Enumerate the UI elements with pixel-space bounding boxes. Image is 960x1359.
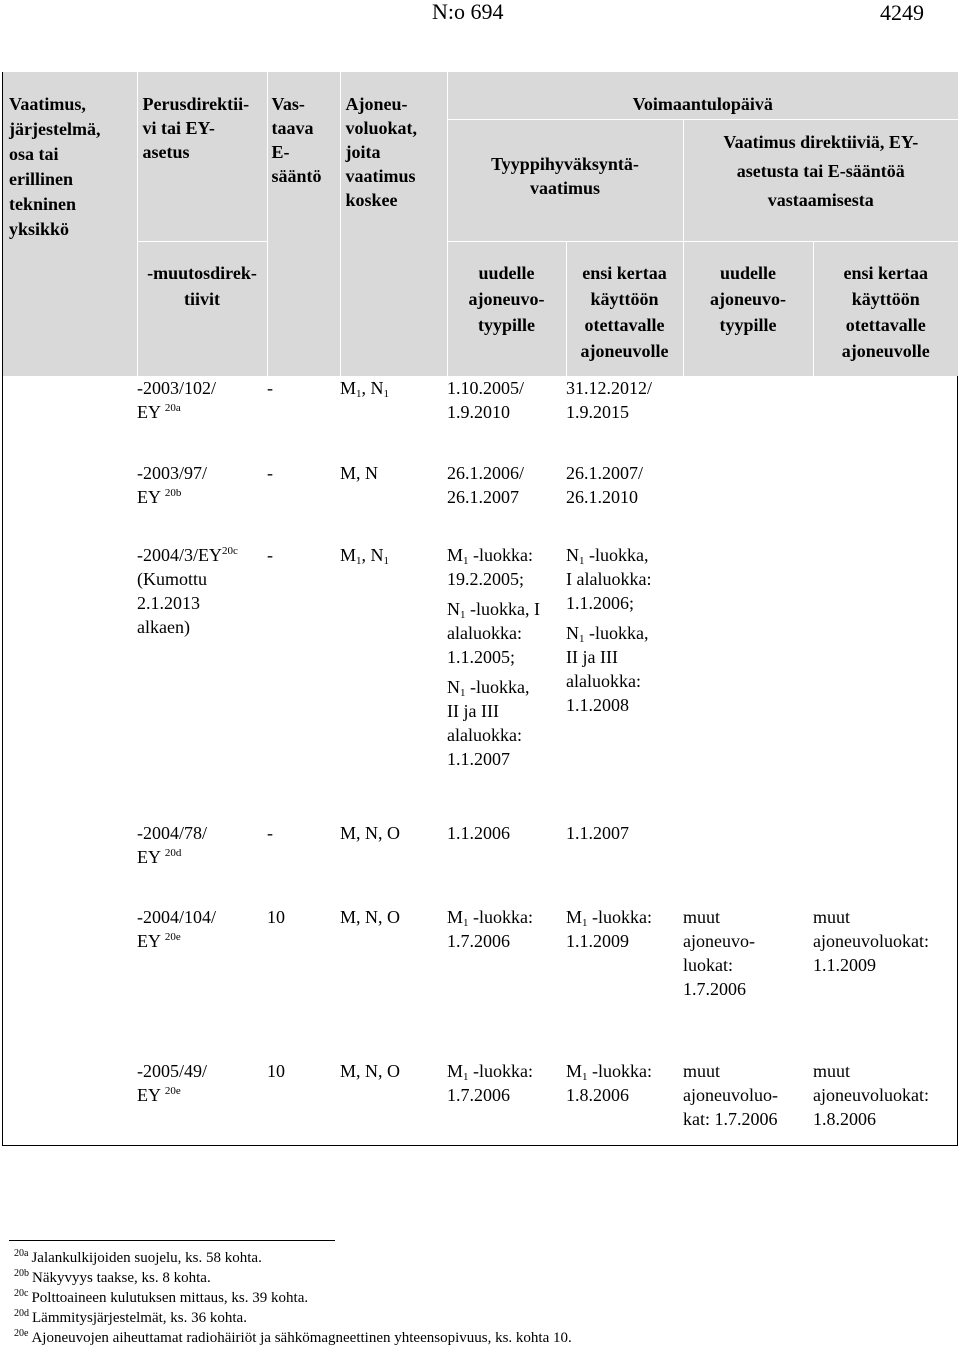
directive-code: -2003/97/ EY $^{20b}$ (137, 463, 207, 507)
date-first-use: 26.1.2007/ 26.1.2010 (566, 463, 644, 507)
e-regulation-value: - (267, 378, 273, 398)
e-regulation-value: - (267, 545, 273, 565)
header-base-directive: Perusdirektii- vi tai EY- asetus (137, 72, 267, 241)
compliance-first-use: muut ajoneuvoluokat: 1.1.2009 (813, 907, 929, 975)
header-first-use-2: ensi kertaa käyttöön otettavalle ajoneuvolle (813, 241, 958, 376)
e-regulation-value: 10 (267, 907, 285, 927)
vehicle-classes-value: M, N (340, 463, 379, 483)
footnote-separator (9, 1240, 335, 1241)
date-new-type: 1.1.2006 (447, 823, 510, 843)
table-row (3, 905, 958, 1059)
header-vehicle-classes: Ajoneu- voluokat, joita vaatimus koskee (340, 72, 447, 376)
compliance-first-use: muut ajoneuvoluokat: 1.8.2006 (813, 1061, 929, 1129)
header-entry-into-force: Voimaantulopäivä (447, 72, 958, 119)
header-e-regulation: Vas- taava E- sääntö (267, 72, 340, 376)
date-new-type: $M_1$ -luokka: 1.7.2006 (447, 1061, 534, 1105)
footnote: $^{20e}$ Ajoneuvojen aiheuttamat radiohäiriöt ja sähkömagneettinen yhteensopivuus, ks. kohta 10. (14, 1328, 572, 1346)
header-requirement: Vaatimus, järjestelmä, osa tai erillinen tekninen yksikkö (3, 72, 137, 376)
directive-code: -2004/104/ EY $^{20e}$ (137, 907, 216, 951)
header-new-type-1: uudelle ajoneuvo- tyypille (447, 241, 566, 376)
compliance-new-type: muut ajoneuvo- luokat: 1.7.2006 (683, 907, 755, 999)
footnote: $^{20a}$ Jalankulkijoiden suojelu, ks. 58 kohta. (14, 1248, 262, 1266)
table-row (3, 821, 958, 905)
header-amending-directives: -muutosdirek- tiivit (137, 241, 267, 376)
date-first-use: 1.1.2007 (566, 823, 629, 843)
header-first-use-1: ensi kertaa käyttöön otettavalle ajoneuvolle (566, 241, 683, 376)
vehicle-classes-value: M, N, O (340, 1061, 401, 1081)
header-row-3 (3, 241, 958, 376)
page-number: 4249 (880, 0, 924, 25)
page-header-left: N:o 694 (432, 0, 504, 24)
compliance-new-type: muut ajoneuvoluo- kat: 1.7.2006 (683, 1061, 778, 1129)
header-type-approval: Tyyppihyväksyntä- vaatimus (447, 119, 683, 241)
footnote: $^{20c}$ Polttoaineen kulutuksen mittaus, ks. 39 kohta. (14, 1288, 309, 1306)
directive-code: $-2004/3/EY^{20c}$ (Kumottu 2.1.2013 alkaen) (137, 545, 238, 637)
date-new-type: 26.1.2006/ 26.1.2007 (447, 463, 525, 507)
vehicle-classes-value: M, N, O (340, 823, 401, 843)
table-row (3, 1059, 958, 1154)
header-compliance: Vaatimus direktiiviä, EY- asetusta tai E-sääntöä vastaamisesta (683, 119, 958, 241)
table-row (3, 543, 958, 821)
date-first-use: $M_1$ -luokka: 1.8.2006 (566, 1061, 653, 1105)
date-new-type: $M_1$ -luokka: 19.2.2005; $N_1$ -luokka, I alaluokka: 1.1.2005; $N_1$ -luokka, II ja III alaluokka: 1.1.2007 (447, 545, 540, 769)
e-regulation-value: - (267, 463, 273, 483)
footnotes (14, 1248, 572, 1348)
table-row (3, 376, 958, 461)
table-row (3, 461, 958, 543)
vehicle-classes-value: $M_1$, $N_1$ (340, 545, 390, 567)
requirements-table (3, 72, 958, 1154)
date-new-type: $M_1$ -luokka: 1.7.2006 (447, 907, 534, 951)
e-regulation-value: 10 (267, 1061, 285, 1081)
footnote: $^{20b}$ Näkyvyys taakse, ks. 8 kohta. (14, 1268, 211, 1286)
date-first-use: $M_1$ -luokka: 1.1.2009 (566, 907, 653, 951)
date-new-type: 1.10.2005/ 1.9.2010 (447, 378, 525, 422)
header-new-type-2: uudelle ajoneuvo- tyypille (683, 241, 813, 376)
vehicle-classes-value: M, N, O (340, 907, 401, 927)
e-regulation-value: - (267, 823, 273, 843)
directive-code: -2003/102/ EY $^{20a}$ (137, 378, 216, 422)
directive-code: -2005/49/ EY $^{20e}$ (137, 1061, 207, 1105)
date-first-use: 31.12.2012/ 1.9.2015 (566, 378, 653, 422)
vehicle-classes-value: $M_1$, $N_1$ (340, 378, 390, 400)
header-row-1 (3, 72, 958, 119)
date-first-use: $N_1$ -luokka, I alaluokka: 1.1.2006; $N_1$ -luokka, II ja III alaluokka: 1.1.2008 (566, 545, 652, 715)
footnote: $^{20d}$ Lämmitysjärjestelmät, ks. 36 kohta. (14, 1308, 247, 1326)
directive-code: -2004/78/ EY $^{20d}$ (137, 823, 207, 867)
